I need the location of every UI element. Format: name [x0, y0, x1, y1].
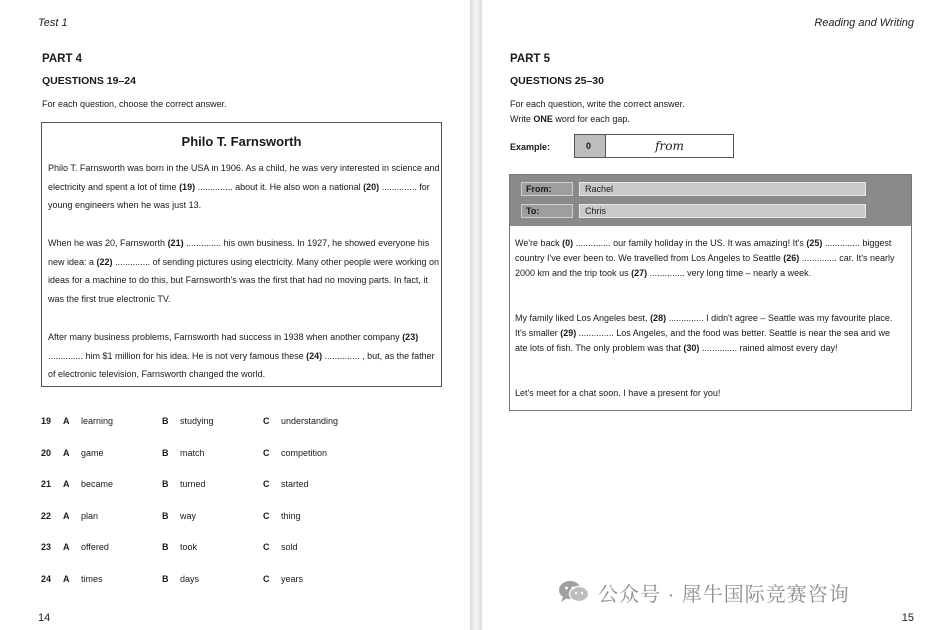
text-run: Write: [510, 114, 534, 124]
gap-number: (27): [631, 268, 648, 278]
option-b-text: days: [180, 573, 200, 584]
text-run: .............. about it. He also won a national: [195, 181, 364, 192]
option-a-text: learning: [81, 416, 114, 426]
text-run: .............. rained almost every day!: [699, 343, 838, 353]
option-row-24: [41, 574, 441, 588]
option-c-letter: C: [263, 510, 270, 521]
left-page: [0, 0, 470, 630]
book-gutter: [470, 0, 482, 630]
email-paragraph-2: [515, 311, 899, 356]
gap-number: (24): [306, 350, 323, 361]
option-row-22: [41, 511, 441, 525]
text-run: .............. biggest country I've ever been to. We travelled from Los Angeles to Seattle: [515, 238, 892, 263]
option-row-21: [41, 479, 441, 493]
option-b-text: studying: [180, 416, 214, 426]
text-run: Let's meet for a chat soon. I have a present for you!: [515, 388, 721, 398]
option-row-23: [41, 542, 441, 556]
gap-number: (21): [167, 238, 184, 248]
gap-number: (23): [402, 332, 419, 342]
option-a-text: offered: [81, 542, 109, 552]
running-head-left: Test 1: [38, 17, 68, 29]
option-b-letter: B: [162, 542, 169, 552]
text-run: .............. Los Angeles, and the food was better. Seattle is near the sea and we ate lots of fish. The only problem was that: [515, 328, 890, 353]
option-a-letter: A: [63, 479, 70, 489]
option-b-letter: B: [162, 416, 169, 426]
from-label: From:: [521, 182, 573, 196]
gap-number: (26): [783, 253, 800, 263]
page-number-right: 15: [901, 612, 914, 624]
option-row-19: [41, 416, 441, 430]
page-number-left: 14: [38, 612, 51, 624]
question-number: 20: [41, 447, 52, 458]
wechat-icon: [558, 579, 590, 605]
text-run: .............. him $1 million for his idea. He is not very famous these: [48, 350, 307, 361]
question-number: 24: [41, 573, 52, 584]
option-a-letter: A: [63, 447, 70, 458]
option-b-letter: B: [162, 573, 169, 584]
option-b-text: took: [180, 542, 198, 552]
question-number: 19: [41, 416, 52, 426]
gap-number: (30): [683, 343, 700, 353]
text-run: .............. his own business. In 1927, he showed everyone his new idea: a: [48, 238, 430, 267]
text-run: .............. our family holiday in the US. It was amazing! It's: [573, 238, 807, 248]
question-number: 21: [41, 479, 52, 489]
to-label: To:: [521, 204, 573, 218]
part-4-heading: PART 4: [42, 53, 83, 65]
option-c-text: understanding: [281, 416, 339, 426]
gap-number: (0): [562, 238, 574, 248]
text-run: After many business problems, Farnsworth had success in 1938 when another company: [48, 332, 403, 342]
article-title: Philo T. Farnsworth: [181, 134, 302, 149]
option-a-text: became: [81, 479, 114, 489]
email-header: [510, 175, 911, 226]
gap-number: (25): [806, 238, 823, 248]
article-paragraph-2: [48, 234, 440, 308]
text-run: My family liked Los Angeles best,: [515, 313, 651, 323]
gap-number: (19): [179, 181, 196, 192]
example-answer: from: [605, 135, 733, 157]
option-c-letter: C: [263, 542, 270, 552]
part-5-instruction-1: For each question, write the correct answer.: [510, 99, 685, 109]
text-run: word for each gap.: [552, 114, 630, 124]
watermark: [558, 579, 850, 605]
text-run: .............. of sending pictures using electricity. Many other people were working on ideas for a machine to do this, but Farnsworth's was the first that had no moving parts. In fact, it was the first true electronic TV.: [48, 256, 440, 304]
option-b-letter: B: [162, 479, 169, 489]
option-a-text: times: [81, 573, 103, 584]
option-a-letter: A: [63, 542, 70, 552]
option-c-text: started: [281, 479, 309, 489]
option-c-letter: C: [263, 416, 270, 426]
email-box: [509, 174, 912, 411]
article-box: [41, 122, 442, 387]
questions-19-24-heading: QUESTIONS 19–24: [42, 75, 136, 87]
text-run: We're back: [515, 238, 563, 248]
text-run: .............. , but, as the father of electronic television, Farnsworth changed the world.: [48, 350, 435, 379]
right-page: [482, 0, 950, 630]
email-paragraph-1: [515, 236, 899, 281]
example-box: [574, 134, 734, 158]
option-b-text: way: [180, 510, 197, 521]
example-label: Example:: [510, 142, 551, 152]
option-c-letter: C: [263, 479, 270, 489]
text-run: .............. car. It's nearly 2000 km and the trip took us: [515, 253, 895, 278]
option-row-20: [41, 448, 441, 462]
gap-number: (28): [650, 313, 667, 323]
text-run: When he was 20, Farnsworth: [48, 238, 168, 248]
option-c-letter: C: [263, 573, 270, 584]
option-b-text: turned: [180, 479, 206, 489]
option-c-letter: C: [263, 447, 270, 458]
article-paragraph-3: [48, 328, 440, 384]
running-head-right: Reading and Writing: [814, 17, 914, 29]
watermark-text: 公众号 · 犀牛国际竞赛咨询: [598, 583, 850, 606]
option-b-letter: B: [162, 447, 169, 458]
part-5-instruction-2: [510, 114, 630, 124]
text-run: .............. for young engineers when he was just 13.: [48, 181, 430, 210]
from-field: Rachel: [579, 182, 866, 196]
gap-number: (22): [96, 256, 113, 267]
text-run: Philo T. Farnsworth was born in the USA in 1906. As a child, he was very interested in science and electricity and spent a lot of time: [48, 163, 440, 192]
option-c-text: competition: [281, 447, 328, 458]
option-a-letter: A: [63, 573, 70, 584]
option-b-letter: B: [162, 510, 169, 521]
article-paragraph-1: [48, 159, 440, 215]
questions-25-30-heading: QUESTIONS 25–30: [510, 75, 604, 87]
part-4-instruction: For each question, choose the correct answer.: [42, 99, 227, 109]
email-paragraph-3: [515, 386, 899, 401]
option-c-text: sold: [281, 542, 298, 552]
option-a-text: plan: [81, 510, 99, 521]
gap-number: (29): [560, 328, 577, 338]
gap-number: (20): [363, 181, 380, 192]
example-number: 0: [575, 135, 605, 157]
option-c-text: years: [281, 573, 304, 584]
option-a-letter: A: [63, 510, 70, 521]
gap-number: ONE: [533, 114, 553, 124]
option-c-text: thing: [281, 510, 301, 521]
part-5-heading: PART 5: [510, 53, 551, 65]
option-a-text: game: [81, 447, 104, 458]
question-number: 22: [41, 510, 52, 521]
to-field: Chris: [579, 204, 866, 218]
text-run: .............. very long time – nearly a week.: [647, 268, 812, 278]
option-b-text: match: [180, 447, 205, 458]
question-number: 23: [41, 542, 52, 552]
option-a-letter: A: [63, 416, 70, 426]
text-run: .............. I didn't agree – Seattle was my favourite place. It's smaller: [515, 313, 893, 338]
